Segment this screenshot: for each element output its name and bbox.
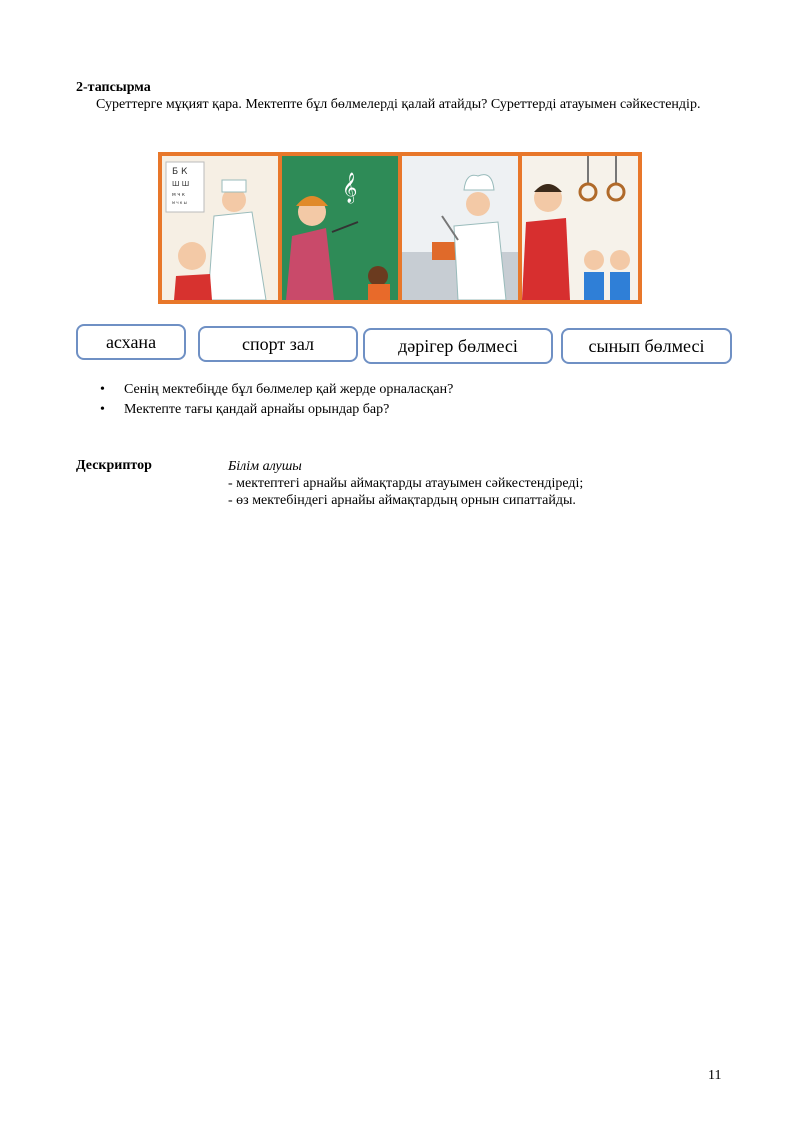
- question-list: [100, 380, 453, 420]
- task-title: 2-тапсырма: [76, 80, 151, 95]
- descriptor-body: [228, 458, 583, 509]
- eye-chart-line-1: Б К: [172, 167, 188, 177]
- svg-text:𝄞: 𝄞: [342, 173, 358, 203]
- illustration-strip: [158, 152, 642, 304]
- word-card-darigher-bolmesi[interactable]: дәрігер бөлмесі: [363, 328, 553, 364]
- kitchen-picture: [402, 156, 518, 300]
- word-card-ashana[interactable]: асхана: [76, 324, 186, 360]
- page-number: 11: [708, 1068, 722, 1083]
- gym-picture: [522, 156, 638, 300]
- descriptor-item: - мектептегі арнайы аймақтарды атауымен сәйкестендіреді;: [228, 476, 584, 491]
- eye-chart-line-3: м ч к: [172, 192, 185, 198]
- task-instruction: Суреттерге мұқият қара. Мектепте бұл бөлмелерді қалай атайды? Суреттерді атауымен сәйкестендір.: [96, 97, 701, 112]
- descriptor-label: Дескриптор: [76, 458, 152, 473]
- question-item: • Мектепте тағы қандай арнайы орындар бар?: [100, 400, 453, 420]
- classroom-picture: [282, 156, 398, 300]
- eye-chart-line-4: м ч к ы: [172, 200, 187, 205]
- question-item: • Сенің мектебіңде бұл бөлмелер қай жерде орналасқан?: [100, 380, 453, 400]
- word-card-sport-zal[interactable]: спорт зал: [198, 326, 358, 362]
- descriptor-subject: Білім алушы: [228, 459, 302, 474]
- doctor-picture: [162, 156, 278, 300]
- word-card-synyp-bolmesi[interactable]: сынып бөлмесі: [561, 328, 732, 364]
- descriptor-item: - өз мектебіндегі арнайы аймақтардың орнын сипаттайды.: [228, 493, 576, 508]
- eye-chart-line-2: Ш Ш: [172, 180, 190, 188]
